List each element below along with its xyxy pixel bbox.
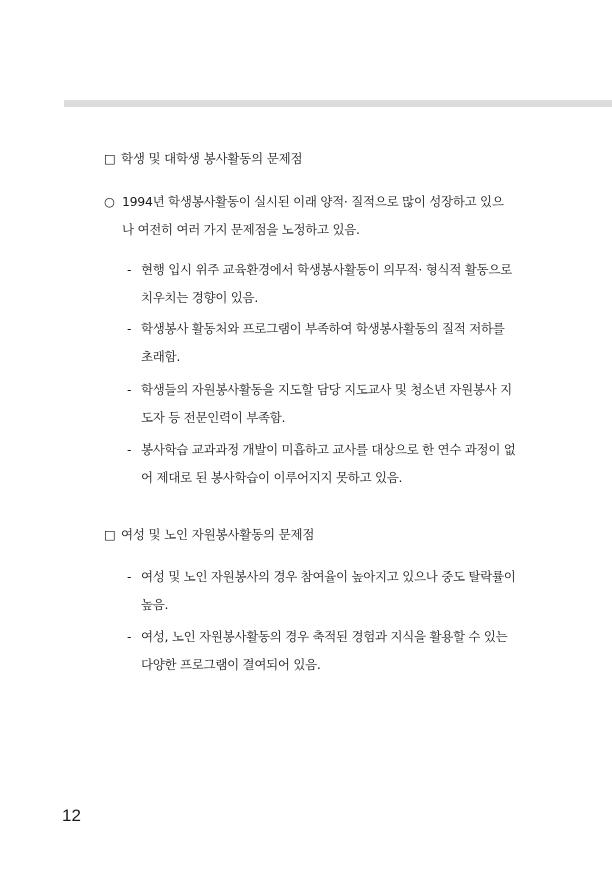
dash-bullet-icon: - bbox=[127, 629, 132, 644]
paragraph-text: 1994년 학생봉사활동이 실시된 이래 양적· 질적으로 많이 성장하고 있으나 여전히 여러 가지 문제점을 노정하고 있음. bbox=[122, 194, 504, 237]
list-item-text: 학생봉사 활동처와 프로그램이 부족하여 학생봉사활동의 질적 저하를 초래함. bbox=[141, 321, 505, 364]
dash-bullet-icon: - bbox=[127, 321, 132, 336]
list-item-text: 봉사학습 교과과정 개발이 미흡하고 교사를 대상으로 한 연수 과정이 없어 제대로 된 봉사학습이 이루어지지 못하고 있음. bbox=[141, 442, 516, 485]
dash-bullet-icon: - bbox=[127, 569, 132, 584]
dash-bullet-icon: - bbox=[127, 262, 132, 277]
list-item bbox=[127, 256, 517, 312]
intro-paragraph bbox=[104, 188, 514, 244]
dash-bullet-icon: - bbox=[127, 442, 132, 457]
dash-bullet-icon: - bbox=[127, 382, 132, 397]
section-heading-women-seniors bbox=[104, 527, 314, 543]
list-item bbox=[127, 623, 517, 679]
page-number: 12 bbox=[62, 806, 81, 825]
list-item bbox=[127, 376, 517, 432]
circle-bullet-icon: ○ bbox=[104, 194, 115, 209]
list-item-text: 여성, 노인 자원봉사활동의 경우 축적된 경험과 지식을 활용할 수 있는 다양한 프로그램이 결여되어 있음. bbox=[141, 629, 508, 672]
section-title: 여성 및 노인 자원봉사활동의 문제점 bbox=[121, 527, 315, 542]
section-title: 학생 및 대학생 봉사활동의 문제점 bbox=[121, 151, 303, 166]
square-bullet-icon: □ bbox=[104, 151, 116, 166]
list-item-text: 현행 입시 위주 교육환경에서 학생봉사활동이 의무적· 형식적 활동으로 치우치는 경향이 있음. bbox=[141, 262, 512, 305]
list-item bbox=[127, 436, 517, 492]
list-item-text: 학생들의 자원봉사활동을 지도할 담당 지도교사 및 청소년 자원봉사 지도자 등 전문인력이 부족함. bbox=[141, 382, 512, 425]
list-item bbox=[127, 563, 517, 619]
header-rule bbox=[64, 100, 612, 107]
list-item-text: 여성 및 노인 자원봉사의 경우 참여율이 높아지고 있으나 중도 탈락률이 높음. bbox=[141, 569, 516, 612]
square-bullet-icon: □ bbox=[104, 527, 116, 542]
section-heading-students bbox=[104, 151, 302, 167]
list-item bbox=[127, 315, 517, 371]
